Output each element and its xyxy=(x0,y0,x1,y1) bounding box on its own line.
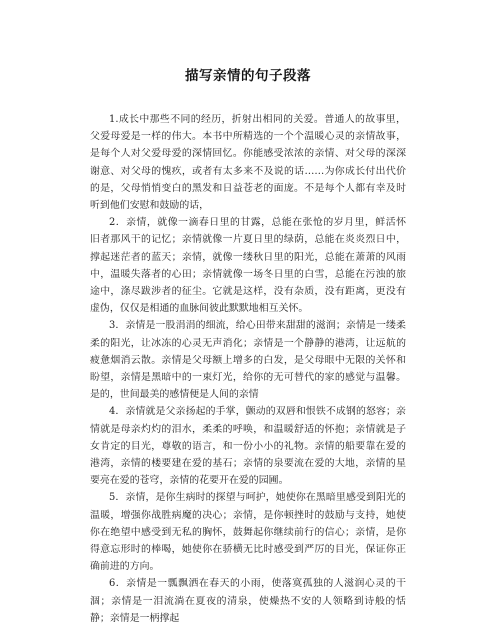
paragraph-3: 3．亲情是一股涓涓的细流，给心田带来甜甜的滋润；亲情是一缕柔柔的阳光，让冰冻的心灵无声消化；亲情是一个静静的港湾，让远航的疲惫烟消云散。亲情是父母额上增多的白发，是父母眼中无限的关怀和盼望，亲情是黑暗中的一束灯光，给你的无可替代的家的感觉与温馨。是的，世间最美的感情便是人间的亲情 xyxy=(90,320,406,401)
paragraph-5: 5．亲情，是你生病时的探望与呵护，她使你在黑暗里感受到阳光的温暖，增强你战胜病魔的决心；亲情，是你顿挫时的鼓励与支持，她使你在绝望中感受到无私的胸怀，鼓舞起你继续前行的信心；亲情，是你得意忘形时的棒喝，她使你在骄横无比时感受到严厉的目光，保证你正确前进的方向。 xyxy=(90,492,406,573)
paragraph-4: 4．亲情就是父亲扬起的手掌，颤动的双唇和恨铁不成钢的怒容；亲情就是母亲灼灼的泪水，柔柔的呼唤，和温暖舒适的怀抱；亲情就是子女肯定的目光，尊敬的语言，和一份小小的礼物。亲情的船要靠在爱的港湾，亲情的楼要建在爱的基石；亲情的泉要流在爱的大地，亲情的星要亮在爱的苍穹，亲情的花要开在爱的园圃。 xyxy=(90,406,406,487)
paragraph-6: 6．亲情是一瓢飘洒在春天的小雨，使落寞孤独的人滋润心灵的干涸；亲情是一泪流淌在夏夜的清泉，使燥热不安的人领略到诗般的恬静；亲情是一柄撑起 xyxy=(90,578,406,624)
document-title: 描写亲情的句子段落 xyxy=(185,68,311,84)
paragraph-1: 1.成长中那些不同的经历，折射出相同的关爱。普通人的故事里，父爱母爱是一样的伟大。本书中所精选的一个个温暖心灵的亲情故事，是每个人对父爱母爱的深情回忆。你能感受浓浓的亲情、对父母的深深谢意、对父母的愧疚，或者有太多来不及说的话……为你成长付出代价的是，父母悄悄变白的黑发和日益苍老的面庞。不是每个人都有幸及时听到他们安慰和鼓励的话， xyxy=(90,114,406,212)
document-body xyxy=(90,111,406,627)
paragraph-2: 2．亲情，就像一滴春日里的甘露，总能在张怆的岁月里，鲜活怀 旧者那风干的记忆；亲情就像一片夏日里的绿荫，总能在炎炎烈日中，撑起迷茫者的蓝天；亲情，就像一缕秋日里的阳光，总能在萧萧的风雨中，温暖失落者的心田；亲情就像一场冬日里的白雪，总能在污浊的旅途中，涤尽跋涉者的征尘。它就是这样，没有杂质，没有距离，更没有虚伪，仅仅是相通的血脉间彼此默默地相互关怀。 xyxy=(90,217,406,315)
